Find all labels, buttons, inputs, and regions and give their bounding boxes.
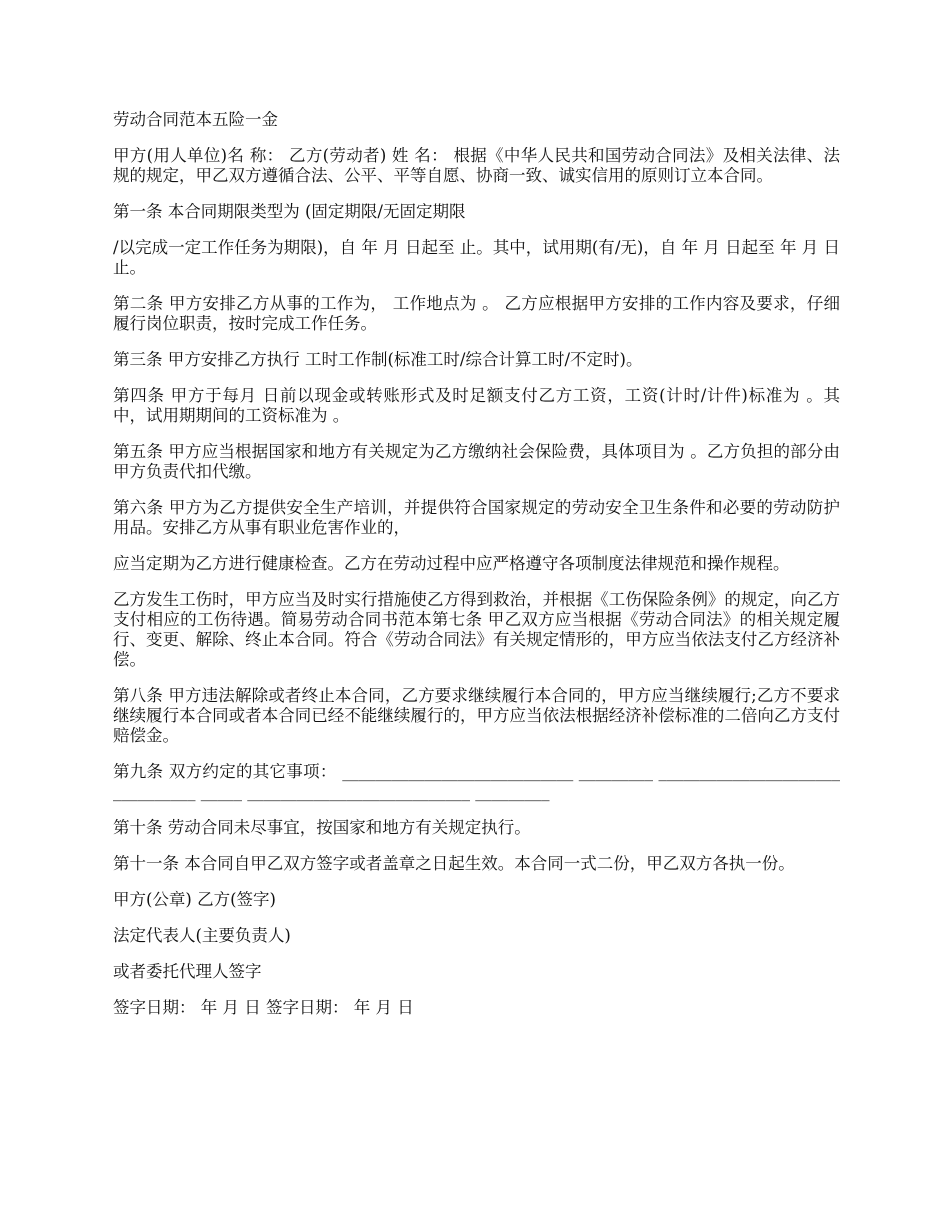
document-title: 劳动合同范本五险一金 bbox=[113, 110, 278, 129]
signature-agent: 或者委托代理人签字 bbox=[113, 962, 262, 981]
article-6-continued-paragraph: 应当定期为乙方进行健康检查。乙方在劳动过程中应严格遵守各项制度法律规范和操作规程。 bbox=[113, 554, 790, 573]
article-4-paragraph: 第四条 甲方于每月 日前以现金或转账形式及时足额支付乙方工资，工资(计时/计件)标准为 。其中，试用期期间的工资标准为 。 bbox=[113, 386, 840, 425]
article-9-paragraph: 第九条 双方约定的其它事项： ____________________________ _________ ________________________________ _____ ___________________________ _________ bbox=[113, 762, 840, 801]
preamble-paragraph: 甲方(用人单位)名 称： 乙方(劳动者) 姓 名： 根据《中华人民共和国劳动合同法》及相关法律、法规的规定，甲乙双方遵循合法、公平、平等自愿、协商一致、诚实信用的原则订立本合同。 bbox=[113, 146, 840, 185]
article-6-paragraph: 第六条 甲方为乙方提供安全生产培训，并提供符合国家规定的劳动安全卫生条件和必要的劳动防护用品。安排乙方从事有职业危害作业的， bbox=[113, 498, 840, 537]
article-11-paragraph: 第十一条 本合同自甲乙双方签字或者盖章之日起生效。本合同一式二份，甲乙双方各执一份。 bbox=[113, 854, 795, 873]
article-3-paragraph: 第三条 甲方安排乙方执行 工时工作制(标准工时/综合计算工时/不定时)。 bbox=[113, 350, 643, 369]
signature-block bbox=[113, 890, 840, 1018]
signature-parties: 甲方(公章) 乙方(签字) bbox=[113, 890, 276, 909]
article-10-paragraph: 第十条 劳动合同未尽事宜，按国家和地方有关规定执行。 bbox=[113, 818, 531, 837]
document-body bbox=[113, 110, 840, 1034]
article-1-paragraph: 第一条 本合同期限类型为 (固定期限/无固定期限 bbox=[113, 202, 466, 221]
article-1-continued-paragraph: /以完成一定工作任务为期限)，自 年 月 日起至 止。其中，试用期(有/无)，自 年 月 日起至 年 月 日止。 bbox=[113, 238, 840, 277]
signature-dates: 签字日期： 年 月 日 签字日期： 年 月 日 bbox=[113, 998, 414, 1017]
article-5-paragraph: 第五条 甲方应当根据国家和地方有关规定为乙方缴纳社会保险费，具体项目为 。乙方负担的部分由甲方负责代扣代缴。 bbox=[113, 442, 840, 481]
signature-legal-rep: 法定代表人(主要负责人) bbox=[113, 926, 291, 945]
article-2-paragraph: 第二条 甲方安排乙方从事的工作为， 工作地点为 。 乙方应根据甲方安排的工作内容及要求，仔细履行岗位职责，按时完成工作任务。 bbox=[113, 294, 840, 333]
injury-article-7-paragraph: 乙方发生工伤时，甲方应当及时实行措施使乙方得到救治，并根据《工伤保险条例》的规定，向乙方支付相应的工伤待遇。简易劳动合同书范本第七条 甲乙双方应当根据《劳动合同法》的相关规定履行、变更、解除、终止本合同。符合《劳动合同法》有关规定情形的，甲方应当依法支付乙方经济补偿。 bbox=[113, 590, 840, 669]
article-8-paragraph: 第八条 甲方违法解除或者终止本合同，乙方要求继续履行本合同的，甲方应当继续履行;乙方不要求继续履行本合同或者本合同已经不能继续履行的，甲方应当依法根据经济补偿标准的二倍向乙方支付赔偿金。 bbox=[113, 686, 840, 745]
